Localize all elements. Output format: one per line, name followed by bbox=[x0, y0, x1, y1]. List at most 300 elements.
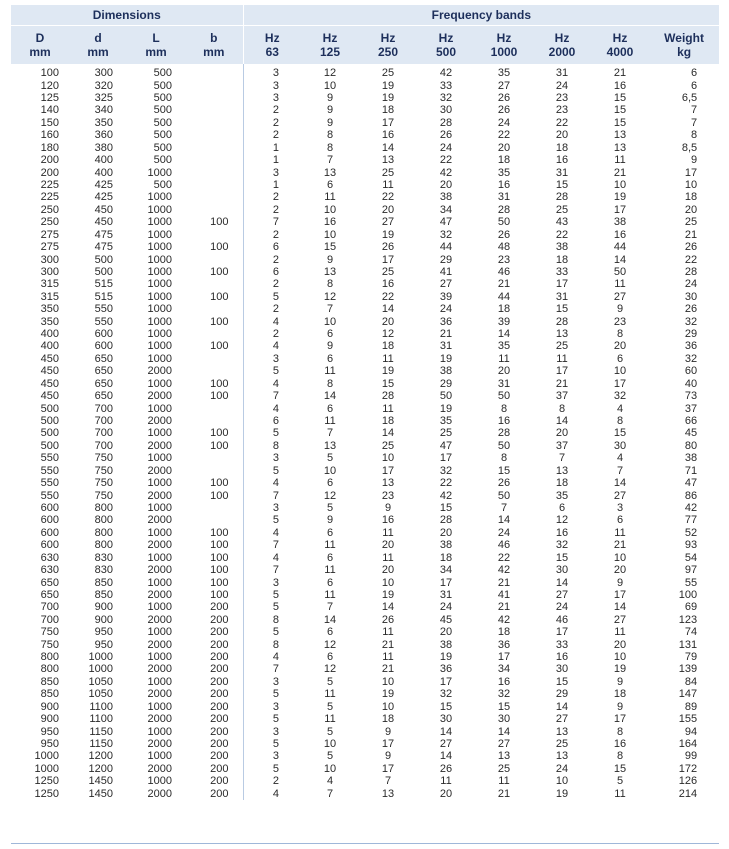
table-cell: 60 bbox=[684, 365, 698, 378]
table-cell: 10 bbox=[323, 464, 337, 477]
table-cell: 32 bbox=[439, 464, 453, 477]
table-cell: 15 bbox=[613, 427, 627, 440]
table-row bbox=[11, 738, 719, 750]
table-cell: 41 bbox=[439, 265, 453, 278]
table-cell: 900 bbox=[40, 700, 59, 713]
table-cell: 5 bbox=[243, 738, 301, 750]
table-cell: 9 bbox=[326, 253, 334, 266]
table-cell: 5 bbox=[243, 688, 301, 700]
table-cell: 3 bbox=[243, 452, 301, 464]
table-row bbox=[11, 688, 719, 700]
table-cell: 35 bbox=[497, 166, 511, 179]
table-cell: 18 bbox=[613, 688, 627, 701]
table-cell: 400 bbox=[94, 166, 113, 179]
table-row bbox=[11, 701, 719, 713]
table-cell: 10 bbox=[323, 79, 337, 92]
table-cell: 17 bbox=[613, 377, 627, 390]
table-cell: 15 bbox=[555, 675, 569, 688]
table-cell: 2000 bbox=[147, 564, 172, 577]
table-cell: 1250 bbox=[34, 787, 59, 800]
column-header-unit: mm bbox=[145, 45, 167, 59]
table-cell: 400 bbox=[40, 340, 59, 353]
table-cell: 35 bbox=[497, 340, 511, 353]
column-header-unit: 2000 bbox=[548, 45, 576, 59]
table-row bbox=[11, 365, 719, 377]
table-cell: 17 bbox=[555, 626, 569, 639]
table-cell: 4 bbox=[243, 787, 301, 799]
table-cell: 12 bbox=[323, 67, 337, 80]
table-cell: 28 bbox=[555, 191, 569, 204]
table-cell: 19 bbox=[613, 191, 627, 204]
table-cell: 600 bbox=[40, 514, 59, 527]
table-cell: 11 bbox=[382, 626, 394, 639]
table-cell: 1150 bbox=[89, 737, 113, 750]
table-cell: 7 bbox=[500, 501, 508, 514]
table-cell: 69 bbox=[684, 601, 698, 614]
table-cell: 450 bbox=[94, 203, 113, 216]
column-header bbox=[591, 26, 649, 65]
table-cell: 8,5 bbox=[681, 141, 698, 154]
table-cell: 600 bbox=[40, 539, 59, 552]
table-cell: 1100 bbox=[89, 713, 113, 726]
table-cell: 200 bbox=[210, 688, 229, 701]
table-cell: 9 bbox=[326, 514, 334, 527]
table-cell: 36 bbox=[497, 638, 511, 651]
table-cell: 380 bbox=[94, 141, 113, 154]
table-cell: 9 bbox=[616, 700, 624, 713]
column-header-label: L bbox=[152, 31, 160, 45]
table-cell: 700 bbox=[94, 427, 113, 440]
table-row bbox=[11, 614, 719, 626]
table-cell: 6 bbox=[326, 576, 334, 589]
table-row bbox=[11, 378, 719, 390]
table-cell: 3 bbox=[243, 701, 301, 713]
table-cell: 2000 bbox=[147, 638, 172, 651]
table-cell bbox=[185, 502, 243, 514]
table-cell: 27 bbox=[381, 216, 395, 229]
table-cell: 8 bbox=[326, 377, 334, 390]
table-cell: 39 bbox=[497, 315, 511, 328]
table-cell: 42 bbox=[439, 166, 453, 179]
table-cell: 1000 bbox=[147, 526, 172, 539]
table-cell: 18 bbox=[555, 477, 569, 490]
table-cell: 515 bbox=[94, 278, 113, 291]
table-cell: 2 bbox=[243, 328, 301, 340]
table-cell: 20 bbox=[684, 203, 698, 216]
table-cell: 3 bbox=[243, 64, 301, 79]
table-cell: 14 bbox=[613, 253, 627, 266]
table-cell: 25 bbox=[684, 216, 698, 229]
table-row bbox=[11, 79, 719, 91]
table-cell: 6,5 bbox=[681, 92, 698, 105]
table-cell: 16 bbox=[497, 675, 511, 688]
table-cell: 4 bbox=[243, 402, 301, 414]
column-header bbox=[649, 26, 719, 65]
table-cell: 11 bbox=[324, 688, 336, 701]
table-cell: 1000 bbox=[147, 352, 172, 365]
table-cell: 1000 bbox=[147, 700, 172, 713]
table-cell: 17 bbox=[439, 576, 453, 589]
table-cell: 22 bbox=[497, 551, 511, 564]
table-cell: 800 bbox=[94, 539, 113, 552]
table-cell: 1000 bbox=[147, 725, 172, 738]
table-cell: 800 bbox=[40, 663, 59, 676]
table-cell: 750 bbox=[94, 464, 113, 477]
table-cell: 250 bbox=[40, 203, 59, 216]
table-cell: 32 bbox=[684, 352, 698, 365]
table-cell: 27 bbox=[439, 278, 453, 291]
table-cell: 11 bbox=[324, 564, 336, 577]
table-cell: 650 bbox=[94, 377, 113, 390]
table-cell: 5 bbox=[326, 725, 334, 738]
table-cell: 11 bbox=[498, 352, 510, 365]
table-cell: 325 bbox=[94, 92, 113, 105]
table-cell: 15 bbox=[497, 700, 511, 713]
table-cell: 7 bbox=[326, 601, 334, 614]
table-cell: 8 bbox=[243, 440, 301, 452]
table-cell: 21 bbox=[497, 601, 511, 614]
table-cell: 9 bbox=[326, 104, 334, 117]
table-cell: 79 bbox=[684, 651, 698, 664]
table-cell: 1000 bbox=[147, 651, 172, 664]
table-cell bbox=[185, 402, 243, 414]
table-cell: 650 bbox=[94, 365, 113, 378]
table-cell: 25 bbox=[381, 67, 395, 80]
table-cell: 50 bbox=[613, 265, 627, 278]
table-cell: 16 bbox=[381, 278, 395, 291]
table-cell: 2000 bbox=[147, 514, 172, 527]
table-cell: 25 bbox=[555, 340, 569, 353]
column-header bbox=[11, 26, 69, 65]
table-cell: 10 bbox=[323, 228, 337, 241]
table-row bbox=[11, 763, 719, 775]
table-cell: 37 bbox=[684, 402, 698, 415]
column-header-unit: 63 bbox=[265, 45, 279, 59]
table-cell: 1200 bbox=[88, 750, 113, 763]
table-cell: 7 bbox=[243, 663, 301, 675]
table-cell: 11 bbox=[324, 365, 336, 378]
table-cell: 18 bbox=[381, 340, 395, 353]
table-cell: 2000 bbox=[147, 439, 172, 452]
table-cell: 38 bbox=[684, 452, 698, 465]
table-cell: 11 bbox=[382, 526, 394, 539]
table-cell: 500 bbox=[153, 154, 172, 167]
table-cell: 23 bbox=[497, 253, 511, 266]
table-cell: 100 bbox=[210, 290, 229, 303]
column-header-unit: mm bbox=[203, 45, 225, 59]
table-cell: 18 bbox=[684, 191, 698, 204]
table-cell: 500 bbox=[153, 179, 172, 191]
table-cell: 7 bbox=[326, 787, 334, 800]
table-cell: 200 bbox=[210, 675, 229, 688]
table-cell: 200 bbox=[40, 166, 59, 179]
table-cell: 2000 bbox=[147, 787, 172, 800]
table-cell: 10 bbox=[613, 179, 627, 191]
table-cell: 14 bbox=[613, 477, 627, 490]
table-cell: 9 bbox=[384, 501, 392, 514]
table-cell: 10 bbox=[323, 315, 337, 328]
table-cell: 11 bbox=[382, 179, 394, 191]
table-cell: 320 bbox=[94, 79, 113, 92]
table-cell: 30 bbox=[684, 290, 698, 303]
table-cell: 7 bbox=[243, 216, 301, 228]
table-cell: 425 bbox=[94, 191, 113, 204]
table-cell: 15 bbox=[613, 104, 627, 117]
table-cell: 14 bbox=[381, 427, 395, 440]
table-row bbox=[11, 502, 719, 514]
table-cell: 21 bbox=[497, 576, 511, 589]
table-cell: 26 bbox=[497, 104, 511, 117]
table-cell: 20 bbox=[439, 179, 453, 191]
table-cell bbox=[185, 191, 243, 203]
table-cell: 25 bbox=[555, 737, 569, 750]
table-cell bbox=[185, 253, 243, 265]
table-cell bbox=[185, 129, 243, 141]
table-cell: 10 bbox=[555, 775, 569, 788]
table-cell: 6 bbox=[558, 501, 566, 514]
table-cell: 17 bbox=[613, 713, 627, 726]
table-cell: 8 bbox=[616, 328, 624, 341]
table-cell: 28 bbox=[497, 203, 511, 216]
table-cell: 27 bbox=[613, 613, 627, 626]
table-cell: 3 bbox=[243, 725, 301, 737]
column-header bbox=[359, 26, 417, 65]
table-cell: 21 bbox=[497, 787, 511, 800]
table-cell: 8 bbox=[616, 415, 624, 428]
table-cell: 100 bbox=[210, 340, 229, 353]
table-row bbox=[11, 328, 719, 340]
table-row bbox=[11, 142, 719, 154]
table-row bbox=[11, 465, 719, 477]
table-cell: 200 bbox=[210, 638, 229, 651]
table-cell: 27 bbox=[613, 489, 627, 502]
table-cell: 35 bbox=[497, 67, 511, 80]
table-row bbox=[11, 241, 719, 253]
table-cell: 29 bbox=[684, 328, 698, 341]
table-cell: 13 bbox=[323, 265, 337, 278]
table-cell: 550 bbox=[40, 452, 59, 465]
table-cell: 200 bbox=[210, 725, 229, 738]
table-cell: 46 bbox=[497, 539, 511, 552]
table-cell: 850 bbox=[40, 675, 59, 688]
table-cell: 100 bbox=[210, 551, 229, 564]
column-header-label: Hz bbox=[554, 31, 570, 45]
table-cell: 500 bbox=[153, 129, 172, 142]
table-cell: 700 bbox=[94, 415, 113, 428]
column-header-unit: 1000 bbox=[490, 45, 518, 59]
column-header-label: Hz bbox=[438, 31, 454, 45]
table-cell: 38 bbox=[439, 191, 453, 204]
table-cell: 9 bbox=[616, 303, 624, 316]
table-cell: 750 bbox=[40, 626, 59, 639]
table-cell: 8 bbox=[326, 278, 334, 291]
table-cell: 6 bbox=[243, 241, 301, 253]
table-cell: 2 bbox=[243, 775, 301, 787]
table-cell: 11 bbox=[382, 551, 394, 564]
table-cell: 1000 bbox=[147, 228, 172, 241]
table-cell: 18 bbox=[381, 104, 395, 117]
table-cell: 7 bbox=[243, 489, 301, 501]
column-header-label: d bbox=[94, 31, 102, 45]
table-cell: 19 bbox=[439, 402, 453, 415]
table-cell: 650 bbox=[94, 390, 113, 403]
table-cell: 50 bbox=[497, 390, 511, 403]
table-cell: 19 bbox=[381, 588, 395, 601]
column-header-unit: 500 bbox=[436, 45, 457, 59]
table-cell: 34 bbox=[439, 203, 453, 216]
table-cell: 650 bbox=[40, 576, 59, 589]
table-cell: 2 bbox=[243, 104, 301, 116]
table-cell: 22 bbox=[439, 477, 453, 490]
table-cell bbox=[185, 166, 243, 178]
table-cell bbox=[185, 92, 243, 104]
table-cell: 13 bbox=[555, 725, 569, 738]
table-cell: 100 bbox=[210, 564, 229, 577]
table-cell: 400 bbox=[40, 328, 59, 341]
table-cell: 1000 bbox=[147, 278, 172, 291]
table-row bbox=[11, 589, 719, 601]
table-cell: 11 bbox=[614, 526, 626, 539]
table-cell: 11 bbox=[440, 775, 452, 788]
table-cell: 21 bbox=[613, 166, 627, 179]
table-cell: 9 bbox=[326, 92, 334, 105]
table-cell bbox=[185, 452, 243, 464]
table-cell: 20 bbox=[381, 539, 395, 552]
table-cell: 14 bbox=[439, 725, 453, 738]
table-row bbox=[11, 390, 719, 402]
table-cell: 31 bbox=[555, 290, 569, 303]
table-cell: 1000 bbox=[88, 663, 113, 676]
table-cell: 800 bbox=[40, 651, 59, 664]
table-cell: 450 bbox=[40, 352, 59, 365]
table-cell: 5 bbox=[326, 700, 334, 713]
table-cell: 10 bbox=[381, 700, 395, 713]
table-cell: 2000 bbox=[147, 713, 172, 726]
table-cell: 225 bbox=[40, 191, 59, 204]
frequency-bands-group-header: Frequency bands bbox=[243, 5, 719, 26]
table-cell: 15 bbox=[555, 179, 569, 191]
table-cell: 15 bbox=[497, 464, 511, 477]
table-cell: 54 bbox=[684, 551, 698, 564]
table-cell: 46 bbox=[555, 613, 569, 626]
table-cell: 6 bbox=[326, 352, 334, 365]
table-cell: 13 bbox=[497, 750, 511, 763]
table-row bbox=[11, 427, 719, 439]
table-cell: 450 bbox=[40, 365, 59, 378]
table-cell: 15 bbox=[613, 762, 627, 775]
table-cell: 14 bbox=[613, 601, 627, 614]
table-cell: 80 bbox=[684, 439, 698, 452]
table-cell: 16 bbox=[613, 228, 627, 241]
table-cell: 600 bbox=[40, 526, 59, 539]
table-cell: 13 bbox=[381, 787, 395, 800]
table-cell: 14 bbox=[555, 576, 569, 589]
table-cell: 200 bbox=[210, 601, 229, 614]
table-cell: 6 bbox=[326, 526, 334, 539]
table-cell: 100 bbox=[210, 265, 229, 278]
table-cell: 1000 bbox=[147, 750, 172, 763]
table-row bbox=[11, 489, 719, 501]
table-cell: 250 bbox=[40, 216, 59, 229]
table-cell: 13 bbox=[555, 750, 569, 763]
table-cell: 500 bbox=[40, 415, 59, 428]
table-cell: 172 bbox=[678, 762, 698, 775]
table-cell: 950 bbox=[40, 725, 59, 738]
table-cell: 8 bbox=[243, 614, 301, 626]
table-cell bbox=[185, 353, 243, 365]
table-cell: 6 bbox=[243, 415, 301, 427]
table-cell: 15 bbox=[439, 501, 453, 514]
table-cell: 42 bbox=[439, 67, 453, 80]
table-cell: 2000 bbox=[147, 489, 172, 502]
table-cell: 4 bbox=[243, 378, 301, 390]
table-cell: 94 bbox=[684, 725, 698, 738]
table-row bbox=[11, 340, 719, 352]
column-header bbox=[301, 26, 359, 65]
table-cell: 12 bbox=[323, 638, 337, 651]
table-cell: 42 bbox=[684, 501, 698, 514]
table-cell: 2 bbox=[243, 191, 301, 203]
table-cell: 22 bbox=[555, 116, 569, 129]
table-cell: 1 bbox=[243, 154, 301, 166]
table-cell: 1000 bbox=[34, 750, 59, 763]
table-cell: 500 bbox=[153, 92, 172, 105]
table-cell: 1000 bbox=[88, 651, 113, 664]
table-cell: 37 bbox=[555, 390, 569, 403]
table-cell: 1250 bbox=[34, 775, 59, 788]
table-cell: 14 bbox=[555, 415, 569, 428]
table-cell: 6 bbox=[243, 266, 301, 278]
table-cell: 24 bbox=[439, 601, 453, 614]
table-cell: 950 bbox=[94, 626, 113, 639]
table-cell: 1000 bbox=[147, 601, 172, 614]
column-header-unit: mm bbox=[29, 45, 51, 59]
table-cell: 22 bbox=[381, 290, 395, 303]
table-cell bbox=[185, 278, 243, 290]
table-cell: 7 bbox=[691, 116, 698, 129]
table-row bbox=[11, 415, 719, 427]
table-cell: 850 bbox=[94, 588, 113, 601]
table-cell: 47 bbox=[684, 477, 698, 490]
table-cell: 5 bbox=[243, 763, 301, 775]
table-cell: 7 bbox=[326, 303, 334, 316]
table-cell: 10 bbox=[323, 737, 337, 750]
table-cell: 100 bbox=[210, 427, 229, 440]
table-cell: 1000 bbox=[147, 576, 172, 589]
table-cell: 16 bbox=[613, 79, 627, 92]
table-cell: 200 bbox=[210, 651, 229, 664]
table-cell: 48 bbox=[497, 241, 511, 254]
table-cell: 6 bbox=[326, 402, 334, 415]
table-cell: 27 bbox=[497, 79, 511, 92]
table-cell: 30 bbox=[439, 713, 453, 726]
table-cell: 7 bbox=[384, 775, 392, 788]
table-cell: 275 bbox=[40, 228, 59, 241]
table-cell: 14 bbox=[439, 750, 453, 763]
table-cell: 630 bbox=[40, 551, 59, 564]
table-cell: 450 bbox=[40, 390, 59, 403]
table-cell: 17 bbox=[555, 278, 569, 291]
table-row bbox=[11, 266, 719, 278]
table-cell: 20 bbox=[439, 787, 453, 800]
table-cell bbox=[185, 142, 243, 154]
table-cell: 11 bbox=[324, 539, 336, 552]
table-row bbox=[11, 725, 719, 737]
table-cell: 900 bbox=[94, 613, 113, 626]
table-cell: 550 bbox=[40, 489, 59, 502]
table-cell: 3 bbox=[243, 576, 301, 588]
table-cell: 17 bbox=[381, 762, 395, 775]
